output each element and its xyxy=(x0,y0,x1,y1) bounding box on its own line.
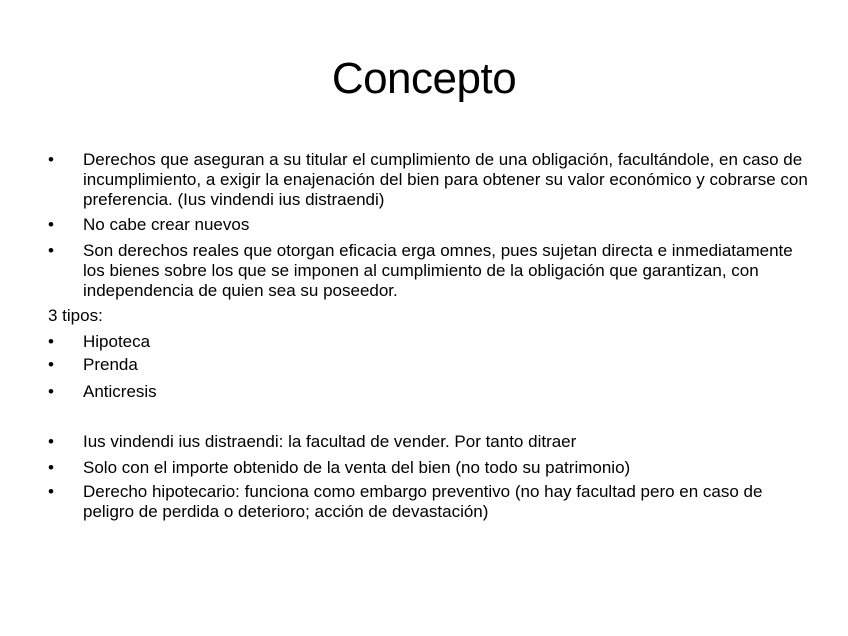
slide-content xyxy=(48,150,808,522)
bullet-dot-icon: • xyxy=(48,482,54,501)
bullet-text: Solo con el importe obtenido de la venta del bien (no todo su patrimonio) xyxy=(83,458,631,477)
bullet-text: Prenda xyxy=(83,355,138,374)
bullet-dot-icon: • xyxy=(48,432,54,451)
bullet-item xyxy=(48,241,808,301)
bullet-dot-icon: • xyxy=(48,150,54,169)
slide-title: Concepto xyxy=(331,54,517,103)
bullet-text: Anticresis xyxy=(83,382,157,401)
bullet-item xyxy=(48,332,808,352)
bullet-item xyxy=(48,355,808,375)
bullet-dot-icon: • xyxy=(48,458,54,477)
bullet-item xyxy=(48,482,808,522)
bullet-item xyxy=(48,382,808,402)
bullet-dot-icon: • xyxy=(48,215,54,234)
bullet-text: Ius vindendi ius distraendi: la facultad de vender. Por tanto ditraer xyxy=(83,432,577,451)
bullet-dot-icon: • xyxy=(48,355,54,374)
bullet-dot-icon: • xyxy=(48,382,54,401)
bullet-item xyxy=(48,215,808,235)
subheading: 3 tipos: xyxy=(48,306,103,325)
bullet-item xyxy=(48,458,808,478)
bullet-text: Son derechos reales que otorgan eficacia erga omnes, pues sujetan directa e inmediatamente los bienes sobre los que se imponen al cumplimiento de la obligación que garantizan, con independencia de quien sea su poseedor. xyxy=(83,241,793,300)
bullet-text: Derecho hipotecario: funciona como embargo preventivo (no hay facultad pero en caso de peligro de perdida o deterioro; acción de devastación) xyxy=(83,482,763,521)
bullet-item xyxy=(48,432,808,452)
bullet-dot-icon: • xyxy=(48,241,54,260)
bullet-item xyxy=(48,150,808,210)
bullet-text: Derechos que aseguran a su titular el cumplimiento de una obligación, facultándole, en caso de incumplimiento, a exigir la enajenación del bien para obtener su valor económico y cobrarse con preferencia. (Ius vindendi ius distraendi) xyxy=(83,150,808,209)
bullet-dot-icon: • xyxy=(48,332,54,351)
bullet-text: Hipoteca xyxy=(83,332,151,351)
bullet-text: No cabe crear nuevos xyxy=(83,215,250,234)
